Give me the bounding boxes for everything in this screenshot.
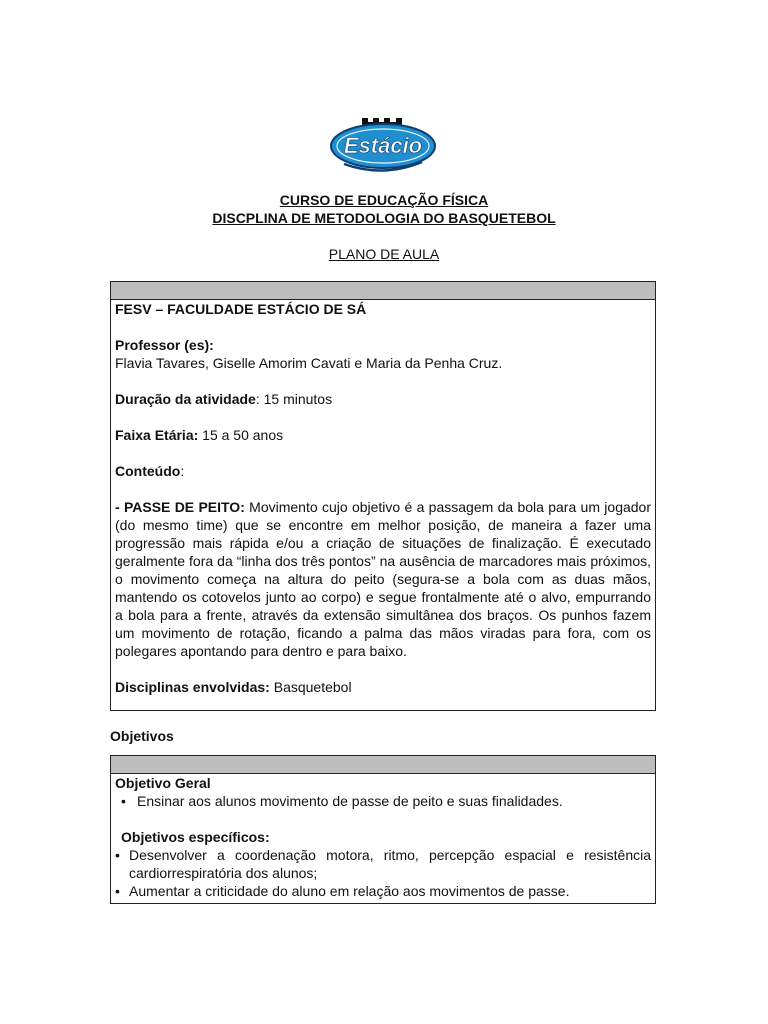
estacio-logo <box>330 118 436 182</box>
age-value: 15 a 50 anos <box>198 427 284 443</box>
plan-title: PLANO DE AULA <box>328 246 440 262</box>
logo-text: Estácio <box>343 133 423 158</box>
duration-value: : 15 minutos <box>255 391 333 407</box>
bullet-icon: • <box>115 847 120 863</box>
general-objective-text: Ensinar aos alunos movimento de passe de peito e suas finalidades. <box>137 793 563 809</box>
lesson-info-box <box>110 281 656 711</box>
box-header-bar <box>111 756 655 774</box>
list-item <box>115 792 651 810</box>
passe-paragraph <box>115 498 651 660</box>
objectives-box <box>110 755 656 904</box>
specific-objective-text: Aumentar a criticidade do aluno em relação aos movimentos de passe. <box>129 883 570 899</box>
professor-names: Flavia Tavares, Giselle Amorim Cavati e Maria da Penha Cruz. <box>115 355 503 371</box>
list-item <box>115 882 651 900</box>
course-title: CURSO DE EDUCAÇÃO FÍSICA <box>279 192 489 208</box>
duration-line <box>115 390 651 408</box>
disciplines-value: Basquetebol <box>269 679 352 695</box>
passe-text: Movimento cujo objetivo é a passagem da bola para um jogador (do mesmo time) que se encontre em melhor posição, de maneira a fazer uma progressão mais rápida e/ou a criação de situações de finalização. É executado geralmente fora da “linha dos três pontos” na ausência de marcadores mais próximos, o movimento começa na altura do peito (segura-se a bola com as duas mãos, mantendo os cotovelos junto ao corpo) e segue frontalmente até o alvo, empurrando a bola para a frente, através da extensão simultânea dos braços. Os punhos fazem um movimento de rotação, ficando a palma das mãos viradas para fora, com os polegares apontando para dentro e para baixo. <box>115 499 651 659</box>
content-label: Conteúdo <box>115 463 181 479</box>
disciplines-line <box>115 678 651 696</box>
content-line <box>115 462 651 480</box>
age-label: Faixa Etária: <box>115 427 199 443</box>
specific-objective-text: Desenvolver a coordenação motora, ritmo, percepção espacial e resistência cardiorrespiratória dos alunos; <box>129 847 651 881</box>
list-item <box>115 846 651 882</box>
institution-name: FESV – FACULDADE ESTÁCIO DE SÁ <box>115 301 367 317</box>
objectives-title: Objetivos <box>110 728 174 744</box>
box-header-bar <box>111 282 655 300</box>
bullet-icon: • <box>115 883 120 899</box>
disciplines-label: Disciplinas envolvidas: <box>115 679 270 695</box>
specific-objectives-label: Objetivos específicos: <box>121 829 270 845</box>
professor-label: Professor (es): <box>115 337 214 353</box>
discipline-title: DISCPLINA DE METODOLOGIA DO BASQUETEBOL <box>212 210 556 226</box>
passe-label: - PASSE DE PEITO: <box>115 499 245 515</box>
bullet-icon: • <box>121 793 126 809</box>
duration-label: Duração da atividade <box>115 391 256 407</box>
age-line <box>115 426 651 444</box>
content-colon: : <box>180 463 185 479</box>
general-objective-label: Objetivo Geral <box>115 775 211 791</box>
